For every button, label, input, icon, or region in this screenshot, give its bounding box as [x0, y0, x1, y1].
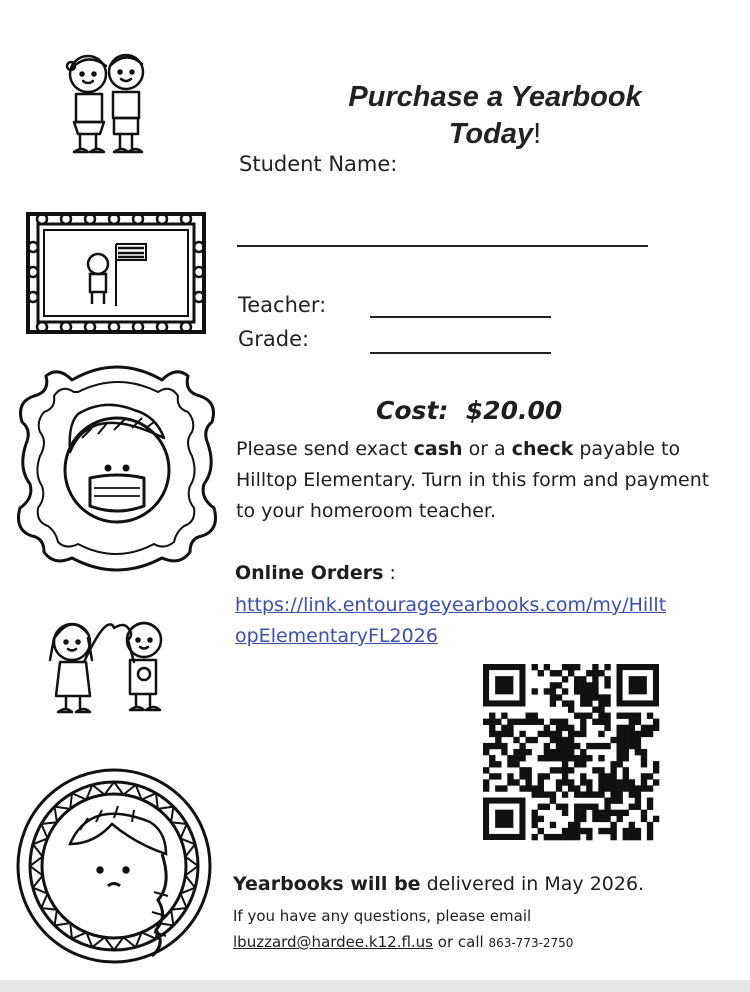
cash-word: cash — [413, 438, 463, 460]
order-link-line-1[interactable]: https://link.entourageyearbooks.com/my/Hillt — [235, 594, 667, 616]
kid-with-flag-frame-icon — [26, 212, 206, 334]
delivery-note — [233, 873, 644, 895]
teacher-line[interactable] — [370, 316, 551, 318]
online-orders-heading — [235, 558, 396, 589]
grade-line[interactable] — [370, 352, 551, 354]
title-line-2: Today — [448, 117, 534, 150]
boy-with-mask-frame-icon — [12, 360, 222, 572]
contact-info — [233, 903, 733, 956]
instructions-text-1: Please send exact — [236, 438, 414, 460]
student-name-line[interactable] — [237, 245, 648, 247]
online-orders-label: Online Orders — [235, 562, 384, 584]
page-title — [300, 80, 690, 152]
qr-code-icon[interactable] — [483, 664, 659, 840]
cost-amount: $20.00 — [465, 396, 563, 425]
grade-label: Grade: — [238, 327, 310, 351]
two-kids-standing-icon — [58, 48, 158, 163]
teacher-label: Teacher: — [238, 293, 327, 317]
cost-label: Cost: — [376, 396, 449, 425]
girl-circle-frame-icon — [14, 766, 214, 966]
contact-line-1: If you have any questions, please email — [233, 907, 532, 925]
student-name-label: Student Name: — [239, 152, 398, 176]
kids-high-five-icon — [44, 614, 174, 720]
scan-edge-bar — [0, 980, 750, 992]
order-link[interactable] — [235, 590, 735, 652]
cost-line — [376, 396, 562, 425]
instructions-text-2: or a — [462, 438, 512, 460]
contact-or-call: or call — [433, 933, 489, 951]
contact-email[interactable]: lbuzzard@hardee.k12.fl.us — [233, 933, 433, 951]
delivery-rest: delivered in May 2026. — [420, 873, 645, 895]
title-line-1: Purchase a Yearbook — [348, 81, 642, 113]
delivery-bold: Yearbooks will be — [233, 873, 421, 895]
payment-instructions — [236, 434, 721, 527]
online-orders-colon: : — [383, 562, 396, 584]
order-link-line-2[interactable]: opElementaryFL2026 — [235, 625, 438, 647]
contact-phone: 863-773-2750 — [488, 936, 574, 950]
instructions-text-3: payable to Hilltop Elementary. Turn in this form and payment to your homeroom teacher. — [236, 438, 710, 522]
title-exclamation: ! — [533, 117, 542, 150]
check-word: check — [511, 438, 574, 460]
